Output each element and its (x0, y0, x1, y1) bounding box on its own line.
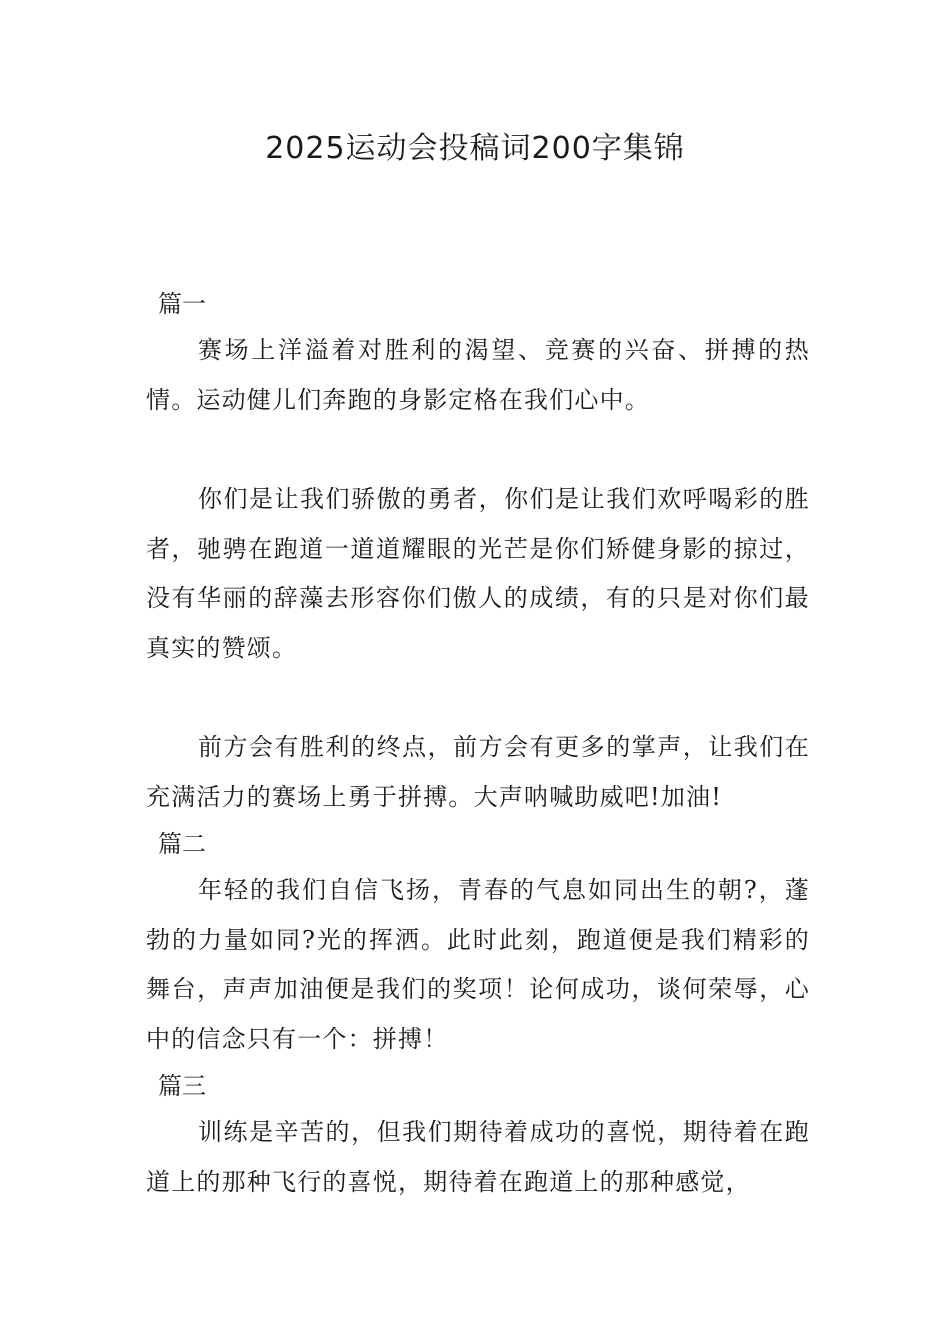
paragraph-gap (146, 425, 810, 475)
paragraph: 前方会有胜利的终点，前方会有更多的掌声，让我们在充满活力的赛场上勇于拼搏。大声呐喊助威吧!加油! (146, 733, 810, 811)
section-label-1: 篇一 (158, 290, 206, 318)
paragraph-gap (146, 673, 810, 723)
paragraph: 训练是辛苦的，但我们期待着成功的喜悦，期待着在跑道上的那种飞行的喜悦，期待着在跑道上的那种感觉， (146, 1118, 810, 1196)
paragraph: 你们是让我们骄傲的勇者，你们是让我们欢呼喝彩的胜者，驰骋在跑道一道道耀眼的光芒是你们矫健身影的掠过，没有华丽的辞藻去形容你们傲人的成绩，有的只是对你们最真实的赞颂。 (146, 485, 810, 662)
document-title: 2025运动会投稿词200字集锦 (265, 131, 685, 166)
document-body (146, 282, 810, 1207)
section-label-2: 篇二 (158, 830, 206, 858)
paragraph: 赛场上洋溢着对胜利的渴望、竞赛的兴奋、拼搏的热情。运动健儿们奔跑的身影定格在我们心中。 (146, 336, 810, 414)
paragraph: 年轻的我们自信飞扬，青春的气息如同出生的朝?，蓬勃的力量如同?光的挥洒。此时此刻，跑道便是我们精彩的舞台，声声加油便是我们的奖项！论何成功，谈何荣辱，心中的信念只有一个：拼搏！ (146, 876, 810, 1053)
section-label-3: 篇三 (158, 1072, 206, 1100)
